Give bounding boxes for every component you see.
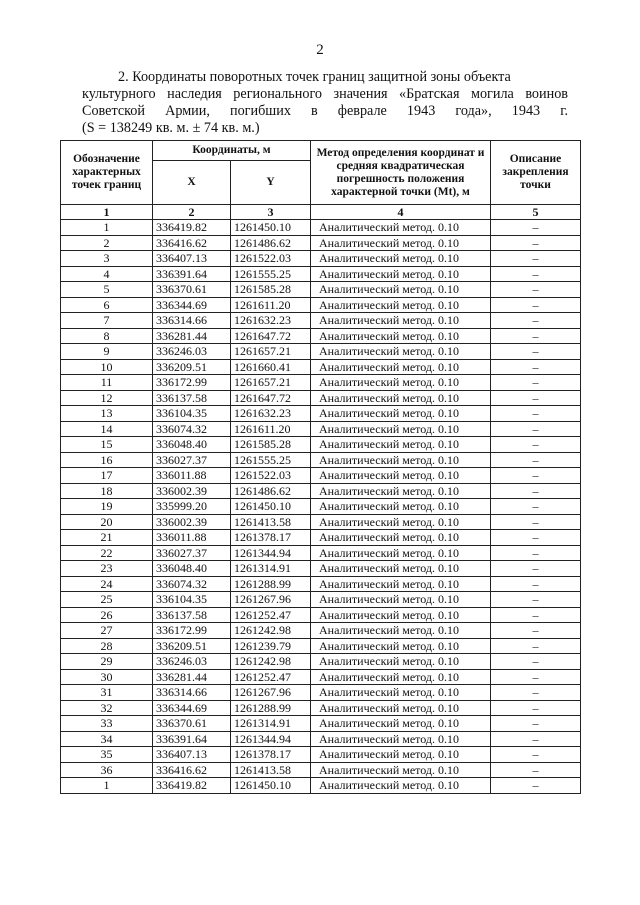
col-number: 1 — [61, 205, 153, 220]
page-number: 2 — [316, 42, 324, 58]
x-coord-cell: 336104.35 — [153, 592, 231, 608]
y-coord-cell: 1261288.99 — [231, 700, 311, 716]
point-id-cell: 2 — [61, 235, 153, 251]
x-coord-cell: 336002.39 — [153, 514, 231, 530]
table-row — [61, 638, 581, 654]
method-cell: Аналитический метод. 0.10 — [311, 607, 491, 623]
table-row — [61, 266, 581, 282]
point-id-cell: 1 — [61, 778, 153, 794]
x-coord-cell: 336172.99 — [153, 375, 231, 391]
x-coord-cell: 336416.62 — [153, 235, 231, 251]
table-row — [61, 235, 581, 251]
intro-paragraph — [82, 69, 568, 137]
description-cell: – — [491, 468, 581, 484]
method-cell: Аналитический метод. 0.10 — [311, 452, 491, 468]
description-cell: – — [491, 499, 581, 515]
method-cell: Аналитический метод. 0.10 — [311, 499, 491, 515]
description-cell: – — [491, 483, 581, 499]
table-row — [61, 499, 581, 515]
description-cell: – — [491, 762, 581, 778]
description-cell: – — [491, 623, 581, 639]
method-cell: Аналитический метод. 0.10 — [311, 251, 491, 267]
description-cell: – — [491, 576, 581, 592]
y-coord-cell: 1261555.25 — [231, 452, 311, 468]
description-cell: – — [491, 654, 581, 670]
header-coords: Координаты, м — [153, 141, 311, 161]
method-cell: Аналитический метод. 0.10 — [311, 359, 491, 375]
y-coord-cell: 1261252.47 — [231, 669, 311, 685]
x-coord-cell: 336048.40 — [153, 561, 231, 577]
point-id-cell: 36 — [61, 762, 153, 778]
table-row — [61, 654, 581, 670]
y-coord-cell: 1261413.58 — [231, 762, 311, 778]
method-cell: Аналитический метод. 0.10 — [311, 669, 491, 685]
table-row — [61, 483, 581, 499]
description-cell: – — [491, 545, 581, 561]
description-cell: – — [491, 669, 581, 685]
method-cell: Аналитический метод. 0.10 — [311, 235, 491, 251]
table-row — [61, 313, 581, 329]
point-id-cell: 12 — [61, 390, 153, 406]
x-coord-cell: 336314.66 — [153, 313, 231, 329]
point-id-cell: 3 — [61, 251, 153, 267]
x-coord-cell: 336027.37 — [153, 545, 231, 561]
table-row — [61, 623, 581, 639]
description-cell: – — [491, 328, 581, 344]
y-coord-cell: 1261647.72 — [231, 328, 311, 344]
point-id-cell: 25 — [61, 592, 153, 608]
description-cell: – — [491, 297, 581, 313]
y-coord-cell: 1261314.91 — [231, 561, 311, 577]
x-coord-cell: 336281.44 — [153, 669, 231, 685]
table-row — [61, 251, 581, 267]
description-cell: – — [491, 778, 581, 794]
x-coord-cell: 336011.88 — [153, 530, 231, 546]
description-cell: – — [491, 592, 581, 608]
y-coord-cell: 1261378.17 — [231, 530, 311, 546]
y-coord-cell: 1261611.20 — [231, 421, 311, 437]
point-id-cell: 27 — [61, 623, 153, 639]
description-cell: – — [491, 731, 581, 747]
x-coord-cell: 336172.99 — [153, 623, 231, 639]
col-number: 5 — [491, 205, 581, 220]
y-coord-cell: 1261344.94 — [231, 545, 311, 561]
x-coord-cell: 336344.69 — [153, 297, 231, 313]
table-row — [61, 406, 581, 422]
y-coord-cell: 1261344.94 — [231, 731, 311, 747]
table-row — [61, 545, 581, 561]
method-cell: Аналитический метод. 0.10 — [311, 313, 491, 329]
description-cell: – — [491, 452, 581, 468]
point-id-cell: 30 — [61, 669, 153, 685]
x-coord-cell: 335999.20 — [153, 499, 231, 515]
description-cell: – — [491, 390, 581, 406]
y-coord-cell: 1261450.10 — [231, 778, 311, 794]
intro-line-2: культурного наследия регионального значения «Братская могила воинов — [82, 86, 568, 102]
point-id-cell: 35 — [61, 747, 153, 763]
method-cell: Аналитический метод. 0.10 — [311, 282, 491, 298]
description-cell: – — [491, 421, 581, 437]
header-y: Y — [231, 161, 311, 205]
point-id-cell: 32 — [61, 700, 153, 716]
y-coord-cell: 1261450.10 — [231, 220, 311, 236]
point-id-cell: 26 — [61, 607, 153, 623]
y-coord-cell: 1261486.62 — [231, 235, 311, 251]
y-coord-cell: 1261378.17 — [231, 747, 311, 763]
method-cell: Аналитический метод. 0.10 — [311, 545, 491, 561]
coordinates-table — [60, 140, 581, 794]
table-row — [61, 514, 581, 530]
point-id-cell: 34 — [61, 731, 153, 747]
x-coord-cell: 336281.44 — [153, 328, 231, 344]
table-row — [61, 762, 581, 778]
x-coord-cell: 336002.39 — [153, 483, 231, 499]
y-coord-cell: 1261522.03 — [231, 251, 311, 267]
description-cell: – — [491, 700, 581, 716]
table-row — [61, 359, 581, 375]
method-cell: Аналитический метод. 0.10 — [311, 623, 491, 639]
point-id-cell: 22 — [61, 545, 153, 561]
point-id-cell: 11 — [61, 375, 153, 391]
col-number: 4 — [311, 205, 491, 220]
point-id-cell: 20 — [61, 514, 153, 530]
description-cell: – — [491, 437, 581, 453]
intro-line-4: (S = 138249 кв. м. ± 74 кв. м.) — [82, 120, 260, 136]
point-id-cell: 28 — [61, 638, 153, 654]
x-coord-cell: 336407.13 — [153, 747, 231, 763]
x-coord-cell: 336011.88 — [153, 468, 231, 484]
method-cell: Аналитический метод. 0.10 — [311, 716, 491, 732]
x-coord-cell: 336344.69 — [153, 700, 231, 716]
point-id-cell: 1 — [61, 220, 153, 236]
point-id-cell: 8 — [61, 328, 153, 344]
description-cell: – — [491, 235, 581, 251]
point-id-cell: 18 — [61, 483, 153, 499]
method-cell: Аналитический метод. 0.10 — [311, 530, 491, 546]
method-cell: Аналитический метод. 0.10 — [311, 778, 491, 794]
x-coord-cell: 336419.82 — [153, 778, 231, 794]
y-coord-cell: 1261647.72 — [231, 390, 311, 406]
table-row — [61, 592, 581, 608]
method-cell: Аналитический метод. 0.10 — [311, 437, 491, 453]
description-cell: – — [491, 251, 581, 267]
table-row — [61, 561, 581, 577]
x-coord-cell: 336104.35 — [153, 406, 231, 422]
table-row — [61, 282, 581, 298]
point-id-cell: 4 — [61, 266, 153, 282]
point-id-cell: 17 — [61, 468, 153, 484]
x-coord-cell: 336370.61 — [153, 716, 231, 732]
method-cell: Аналитический метод. 0.10 — [311, 328, 491, 344]
method-cell: Аналитический метод. 0.10 — [311, 762, 491, 778]
y-coord-cell: 1261239.79 — [231, 638, 311, 654]
description-cell: – — [491, 266, 581, 282]
y-coord-cell: 1261657.21 — [231, 375, 311, 391]
table-row — [61, 297, 581, 313]
table-row — [61, 452, 581, 468]
point-id-cell: 13 — [61, 406, 153, 422]
x-coord-cell: 336370.61 — [153, 282, 231, 298]
x-coord-cell: 336074.32 — [153, 576, 231, 592]
table-row — [61, 344, 581, 360]
method-cell: Аналитический метод. 0.10 — [311, 375, 491, 391]
description-cell: – — [491, 530, 581, 546]
intro-line-1: 2. Координаты поворотных точек границ защитной зоны объекта — [118, 69, 511, 85]
y-coord-cell: 1261632.23 — [231, 313, 311, 329]
table-row — [61, 328, 581, 344]
x-coord-cell: 336391.64 — [153, 731, 231, 747]
table-row — [61, 607, 581, 623]
description-cell: – — [491, 561, 581, 577]
point-id-cell: 31 — [61, 685, 153, 701]
method-cell: Аналитический метод. 0.10 — [311, 700, 491, 716]
method-cell: Аналитический метод. 0.10 — [311, 592, 491, 608]
header-x: X — [153, 161, 231, 205]
description-cell: – — [491, 638, 581, 654]
method-cell: Аналитический метод. 0.10 — [311, 514, 491, 530]
point-id-cell: 15 — [61, 437, 153, 453]
header-point: Обозначение характерных точек границ — [61, 141, 153, 205]
method-cell: Аналитический метод. 0.10 — [311, 266, 491, 282]
x-coord-cell: 336407.13 — [153, 251, 231, 267]
description-cell: – — [491, 716, 581, 732]
point-id-cell: 19 — [61, 499, 153, 515]
table-row — [61, 390, 581, 406]
y-coord-cell: 1261314.91 — [231, 716, 311, 732]
method-cell: Аналитический метод. 0.10 — [311, 638, 491, 654]
table-row — [61, 375, 581, 391]
x-coord-cell: 336137.58 — [153, 390, 231, 406]
point-id-cell: 5 — [61, 282, 153, 298]
table-row — [61, 421, 581, 437]
y-coord-cell: 1261585.28 — [231, 282, 311, 298]
method-cell: Аналитический метод. 0.10 — [311, 390, 491, 406]
y-coord-cell: 1261450.10 — [231, 499, 311, 515]
point-id-cell: 33 — [61, 716, 153, 732]
description-cell: – — [491, 220, 581, 236]
y-coord-cell: 1261242.98 — [231, 654, 311, 670]
x-coord-cell: 336027.37 — [153, 452, 231, 468]
description-cell: – — [491, 344, 581, 360]
point-id-cell: 10 — [61, 359, 153, 375]
table-row — [61, 576, 581, 592]
method-cell: Аналитический метод. 0.10 — [311, 421, 491, 437]
x-coord-cell: 336209.51 — [153, 638, 231, 654]
x-coord-cell: 336137.58 — [153, 607, 231, 623]
description-cell: – — [491, 514, 581, 530]
y-coord-cell: 1261486.62 — [231, 483, 311, 499]
method-cell: Аналитический метод. 0.10 — [311, 344, 491, 360]
method-cell: Аналитический метод. 0.10 — [311, 220, 491, 236]
description-cell: – — [491, 607, 581, 623]
intro-line-3: Советской Армии, погибших в феврале 1943 года», 1943 г. — [82, 103, 568, 119]
method-cell: Аналитический метод. 0.10 — [311, 576, 491, 592]
point-id-cell: 14 — [61, 421, 153, 437]
y-coord-cell: 1261242.98 — [231, 623, 311, 639]
table-row — [61, 747, 581, 763]
point-id-cell: 7 — [61, 313, 153, 329]
y-coord-cell: 1261288.99 — [231, 576, 311, 592]
table-row — [61, 468, 581, 484]
x-coord-cell: 336246.03 — [153, 344, 231, 360]
method-cell: Аналитический метод. 0.10 — [311, 468, 491, 484]
table-row — [61, 716, 581, 732]
y-coord-cell: 1261585.28 — [231, 437, 311, 453]
header-description: Описание закрепления точки — [491, 141, 581, 205]
point-id-cell: 21 — [61, 530, 153, 546]
description-cell: – — [491, 359, 581, 375]
x-coord-cell: 336074.32 — [153, 421, 231, 437]
col-number: 3 — [231, 205, 311, 220]
method-cell: Аналитический метод. 0.10 — [311, 685, 491, 701]
x-coord-cell: 336391.64 — [153, 266, 231, 282]
point-id-cell: 16 — [61, 452, 153, 468]
method-cell: Аналитический метод. 0.10 — [311, 561, 491, 577]
table-row — [61, 700, 581, 716]
description-cell: – — [491, 282, 581, 298]
point-id-cell: 24 — [61, 576, 153, 592]
y-coord-cell: 1261611.20 — [231, 297, 311, 313]
point-id-cell: 23 — [61, 561, 153, 577]
x-coord-cell: 336416.62 — [153, 762, 231, 778]
point-id-cell: 6 — [61, 297, 153, 313]
method-cell: Аналитический метод. 0.10 — [311, 747, 491, 763]
description-cell: – — [491, 747, 581, 763]
y-coord-cell: 1261657.21 — [231, 344, 311, 360]
method-cell: Аналитический метод. 0.10 — [311, 654, 491, 670]
y-coord-cell: 1261660.41 — [231, 359, 311, 375]
col-number: 2 — [153, 205, 231, 220]
table-row — [61, 685, 581, 701]
method-cell: Аналитический метод. 0.10 — [311, 297, 491, 313]
x-coord-cell: 336246.03 — [153, 654, 231, 670]
description-cell: – — [491, 375, 581, 391]
y-coord-cell: 1261555.25 — [231, 266, 311, 282]
table-row — [61, 530, 581, 546]
x-coord-cell: 336314.66 — [153, 685, 231, 701]
y-coord-cell: 1261267.96 — [231, 592, 311, 608]
description-cell: – — [491, 313, 581, 329]
point-id-cell: 9 — [61, 344, 153, 360]
table-row — [61, 778, 581, 794]
point-id-cell: 29 — [61, 654, 153, 670]
y-coord-cell: 1261267.96 — [231, 685, 311, 701]
x-coord-cell: 336419.82 — [153, 220, 231, 236]
table-row — [61, 731, 581, 747]
y-coord-cell: 1261522.03 — [231, 468, 311, 484]
y-coord-cell: 1261413.58 — [231, 514, 311, 530]
y-coord-cell: 1261632.23 — [231, 406, 311, 422]
description-cell: – — [491, 406, 581, 422]
description-cell: – — [491, 685, 581, 701]
x-coord-cell: 336209.51 — [153, 359, 231, 375]
table-row — [61, 437, 581, 453]
table-row — [61, 220, 581, 236]
header-method: Метод определения координат и средняя квадратическая погрешность положения характерной точки (Mt), м — [311, 141, 491, 205]
x-coord-cell: 336048.40 — [153, 437, 231, 453]
method-cell: Аналитический метод. 0.10 — [311, 483, 491, 499]
y-coord-cell: 1261252.47 — [231, 607, 311, 623]
method-cell: Аналитический метод. 0.10 — [311, 406, 491, 422]
method-cell: Аналитический метод. 0.10 — [311, 731, 491, 747]
table-row — [61, 669, 581, 685]
